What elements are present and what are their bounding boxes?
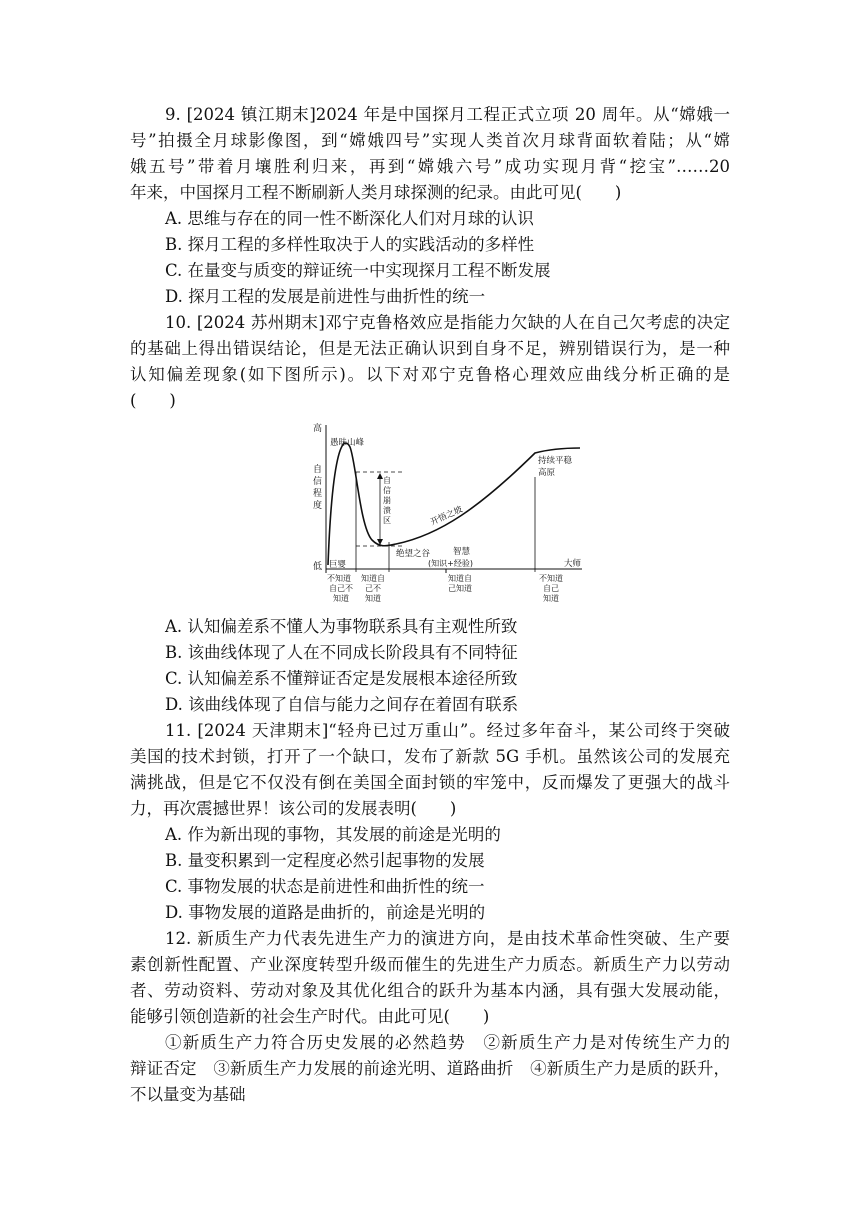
q9-stem-line: 年来，中国探月工程不断刷新人类月球探测的纪录。由此可见( ) <box>130 183 622 202</box>
q11-stem-line: 力，再次震撼世界！该公司的发展表明( ) <box>130 799 457 818</box>
q10-stem-line: ( ) <box>130 391 176 410</box>
x-segment-text: 自己不 <box>329 584 353 593</box>
q11-option-c: C. 事物发展的状态是前进性和曲折性的统一 <box>165 877 485 896</box>
q9-option-d: D. 探月工程的发展是前进性与曲折性的统一 <box>165 287 486 306</box>
q12-statement-line: 辩证否定 ③新质生产力发展的前途光明、道路曲折 ④新质生产力是质的跃升， <box>130 1059 730 1078</box>
stage-label-master: 大师 <box>564 559 582 569</box>
plateau-label-1: 持续平稳 <box>538 456 573 466</box>
dunning-kruger-figure <box>300 417 590 612</box>
stage-label-giant-baby: 巨婴 <box>329 560 347 570</box>
y-label-char: 程 <box>313 489 323 499</box>
q12-statement-line: ①新质生产力符合历史发展的必然趋势 ②新质生产力是对传统生产力的 <box>165 1033 730 1052</box>
x-segment-4 <box>539 573 563 603</box>
stage-label-wisdom: 智慧 <box>453 547 471 557</box>
q10-option-a: A. 认知偏差系不懂人为事物联系具有主观性所致 <box>165 617 518 636</box>
y-label-char: 自 <box>313 465 323 475</box>
x-segment-text: 己不 <box>365 584 381 593</box>
q9-option-b: B. 探月工程的多样性取决于人的实践活动的多样性 <box>165 235 535 254</box>
collapse-zone-label <box>383 475 391 525</box>
collapse-label-char: 溃 <box>383 506 391 515</box>
q10-option-d: D. 该曲线体现了自信与能力之间存在着固有联系 <box>165 695 519 714</box>
x-segment-2 <box>361 573 385 603</box>
collapse-label-char: 区 <box>383 516 391 525</box>
q12-stem-line: 素创新性配置、产业深度转型升级而催生的先进生产力质态。新质生产力以劳动 <box>130 955 730 974</box>
y-high-label: 高 <box>313 424 323 434</box>
collapse-label-char: 自 <box>383 476 391 485</box>
y-label-char: 信 <box>313 477 323 487</box>
q11-stem-line: 满挑战，但是它不仅没有倒在美国全面封锁的牢笼中，反而爆发了更强大的战斗 <box>130 773 730 792</box>
x-segment-text: 知道 <box>543 594 559 603</box>
x-segment-1 <box>327 573 353 603</box>
x-segment-text: 己知道 <box>448 584 472 593</box>
collapse-label-char: 崩 <box>383 496 391 505</box>
y-axis-label <box>313 463 322 511</box>
q10-stem-line: 认知偏差现象(如下图所示)。以下对邓宁克鲁格心理效应曲线分析正确的是 <box>130 365 730 384</box>
q11-option-d: D. 事物发展的道路是曲折的，前途是光明的 <box>165 903 486 922</box>
x-segment-3 <box>448 573 472 593</box>
q10-option-c: C. 认知偏差系不懂辩证否定是发展根本途径所致 <box>165 669 518 688</box>
collapse-label-char: 信 <box>383 486 391 495</box>
y-low-label: 低 <box>313 562 323 572</box>
x-segment-text: 自己 <box>543 584 559 593</box>
x-segment-text: 不知道 <box>327 574 351 583</box>
q12-stem-line: 能够引领创造新的社会生产时代。由此可见( ) <box>130 1007 490 1026</box>
x-segment-text: 知道自 <box>361 574 385 583</box>
q11-option-b: B. 量变积累到一定程度必然引起事物的发展 <box>165 851 485 870</box>
valley-label: 绝望之谷 <box>396 549 431 559</box>
plateau-label-2: 高原 <box>538 468 556 478</box>
q12-stem-line: 12. 新质生产力代表先进生产力的演进方向，是由技术革命性突破、生产要 <box>165 929 730 948</box>
q9-option-c: C. 在量变与质变的辩证统一中实现探月工程不断发展 <box>165 261 551 280</box>
q9-stem-line: 号”拍摄全月球影像图，到“嫦娥四号”实现人类首次月球背面软着陆；从“嫦 <box>130 131 730 150</box>
q10-stem-line: 10. [2024 苏州期末]邓宁克鲁格效应是指能力欠缺的人在自己欠考虑的决定 <box>165 313 730 332</box>
y-label-char: 度 <box>313 501 323 511</box>
peak-label: 愚昧山峰 <box>330 438 365 448</box>
q9-stem-line: 9. [2024 镇江期末]2024 年是中国探月工程正式立项 20 周年。从“嫦娥一 <box>165 105 730 124</box>
x-segment-text: 知道 <box>365 594 381 603</box>
x-segment-text: 知道自 <box>448 574 472 583</box>
q9-option-a: A. 思维与存在的同一性不断深化人们对月球的认识 <box>165 209 534 228</box>
q10-option-b: B. 该曲线体现了人在不同成长阶段具有不同特征 <box>165 643 518 662</box>
q11-stem-line: 11. [2024 天津期末]“轻舟已过万重山”。经过多年奋斗，某公司终于突破 <box>165 721 730 740</box>
q12-stem-line: 者、劳动资料、劳动对象及其优化组合的跃升为基本内涵，具有强大发展动能， <box>130 981 730 1000</box>
q9-stem-line: 娥五号”带着月壤胜利归来，再到“嫦娥六号”成功实现月背“挖宝”……20 <box>130 157 730 176</box>
q11-stem-line: 美国的技术封锁，打开了一个缺口，发布了新款 5G 手机。虽然该公司的发展充 <box>130 747 730 766</box>
q10-stem-line: 的基础上得出错误结论，但是无法正确认识到自身不足，辨别错误行为，是一种 <box>130 339 730 358</box>
slope-label: 开悟之坡 <box>429 504 465 528</box>
x-segment-text: 知道 <box>333 594 349 603</box>
q11-option-a: A. 作为新出现的事物，其发展的前途是光明的 <box>165 825 501 844</box>
x-segment-text: 不知道 <box>539 574 563 583</box>
q12-statement-line: 不以量变为基础 <box>130 1085 246 1104</box>
stage-label-wisdom-sub: (知识+经验) <box>428 559 473 568</box>
